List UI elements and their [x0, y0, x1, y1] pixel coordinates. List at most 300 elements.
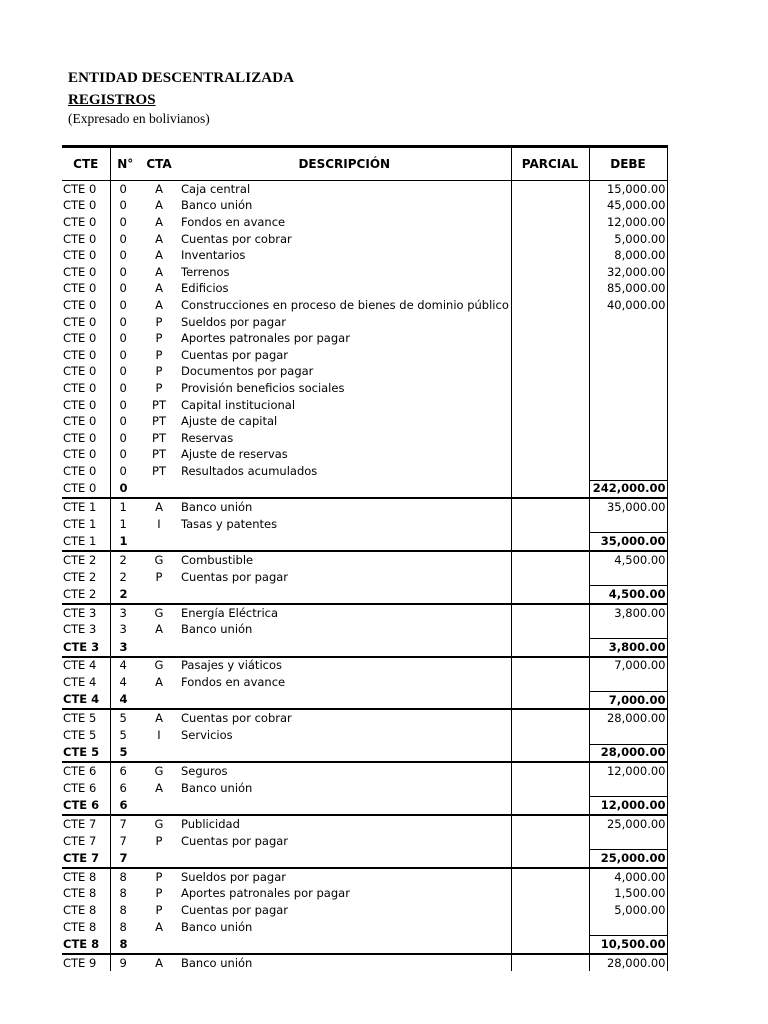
description-cell: Aportes patronales por pagar: [181, 331, 350, 346]
cte-cell: CTE 8: [62, 936, 110, 954]
partial-cell: [511, 181, 589, 198]
debit-cell: 3,800.00: [589, 604, 667, 622]
cte-cell: CTE 0: [63, 264, 97, 279]
number-cell: 3: [110, 621, 140, 638]
description-cell: Cuentas por cobrar: [181, 711, 292, 726]
description-cell: Edificios: [181, 281, 229, 296]
debit-cell: [589, 569, 667, 586]
subtotal-row: [62, 533, 667, 551]
debit-cell: [589, 833, 667, 850]
description-cell: Sueldos por pagar: [181, 869, 286, 884]
description-cell: Cuentas por pagar: [181, 902, 289, 917]
number-cell: 0: [110, 264, 140, 281]
account-type-cell: PT: [152, 464, 166, 479]
partial-cell: [511, 413, 589, 430]
debit-cell: 25,000.00: [589, 815, 667, 833]
cte-cell: CTE 0: [63, 248, 97, 263]
number-cell: 0: [110, 231, 140, 248]
description-cell: Ajuste de capital: [181, 414, 278, 429]
number-cell: 9: [110, 954, 140, 972]
description-cell: [178, 586, 511, 604]
table-row: [62, 214, 667, 231]
partial-cell: [511, 247, 589, 264]
cte-cell: CTE 3: [63, 622, 97, 637]
cte-cell: CTE 0: [62, 480, 110, 498]
description-cell: Cuentas por pagar: [181, 833, 289, 848]
cte-cell: CTE 0: [63, 464, 97, 479]
table-row: [62, 380, 667, 397]
debit-cell: [589, 463, 667, 480]
partial-cell: [511, 762, 589, 780]
description-cell: Energía Eléctrica: [181, 605, 279, 620]
account-type-cell: PT: [152, 430, 166, 445]
partial-cell: [511, 569, 589, 586]
description-cell: Banco unión: [181, 780, 253, 795]
account-type-cell: G: [154, 816, 164, 831]
debit-cell: [589, 780, 667, 797]
table-row: [62, 447, 667, 464]
debit-cell: 4,500.00: [589, 551, 667, 569]
table-row: [62, 430, 667, 447]
account-type-cell: P: [155, 314, 163, 329]
number-cell: 0: [110, 380, 140, 397]
ledger-body: [62, 181, 667, 972]
partial-cell: [511, 691, 589, 709]
table-header-row: [62, 147, 667, 181]
cte-cell: CTE 0: [63, 281, 97, 296]
partial-cell: [511, 797, 589, 815]
column-header-debit: DEBE: [589, 147, 667, 181]
table-row: [62, 231, 667, 248]
debit-cell: 5,000.00: [589, 902, 667, 919]
cte-cell: CTE 0: [63, 198, 97, 213]
number-cell: 0: [110, 430, 140, 447]
account-type-cell: [140, 586, 178, 604]
number-cell: 7: [110, 815, 140, 833]
partial-cell: [511, 674, 589, 691]
account-type-cell: A: [155, 622, 163, 637]
number-cell: 1: [110, 516, 140, 533]
number-cell: 8: [110, 868, 140, 886]
description-cell: Capital institucional: [181, 397, 296, 412]
debit-cell: 3,800.00: [589, 639, 667, 657]
description-cell: [178, 480, 511, 498]
account-type-cell: [140, 744, 178, 762]
description-cell: Banco unión: [181, 919, 253, 934]
description-cell: Cuentas por pagar: [181, 347, 289, 362]
cte-cell: CTE 6: [63, 780, 97, 795]
description-cell: Banco unión: [181, 955, 253, 970]
description-cell: Banco unión: [181, 198, 253, 213]
number-cell: 0: [110, 181, 140, 198]
description-cell: Construcciones en proceso de bienes de dominio público: [181, 297, 509, 312]
cte-cell: CTE 9: [63, 955, 97, 970]
account-type-cell: G: [154, 605, 164, 620]
number-cell: 5: [110, 727, 140, 744]
number-cell: 6: [110, 762, 140, 780]
partial-cell: [511, 902, 589, 919]
cte-cell: CTE 3: [63, 605, 97, 620]
description-cell: Provisión beneficios sociales: [181, 380, 345, 395]
partial-cell: [511, 621, 589, 638]
debit-cell: [589, 621, 667, 638]
partial-cell: [511, 297, 589, 314]
table-row: [62, 297, 667, 314]
partial-cell: [511, 639, 589, 657]
number-cell: 7: [110, 833, 140, 850]
partial-cell: [511, 397, 589, 414]
partial-cell: [511, 833, 589, 850]
description-cell: Caja central: [181, 181, 251, 196]
description-cell: [178, 744, 511, 762]
table-row: [62, 780, 667, 797]
table-row: [62, 347, 667, 364]
cte-cell: CTE 0: [63, 314, 97, 329]
cte-cell: CTE 6: [62, 797, 110, 815]
cte-cell: CTE 7: [62, 850, 110, 868]
partial-cell: [511, 430, 589, 447]
number-cell: 2: [110, 569, 140, 586]
debit-cell: 28,000.00: [589, 744, 667, 762]
number-cell: 0: [110, 247, 140, 264]
number-cell: 4: [110, 691, 140, 709]
account-type-cell: G: [154, 658, 164, 673]
table-row: [62, 413, 667, 430]
description-cell: [178, 639, 511, 657]
description-cell: Pasajes y viáticos: [181, 658, 282, 673]
number-cell: 0: [110, 198, 140, 215]
cte-cell: CTE 1: [63, 516, 97, 531]
cte-cell: CTE 4: [63, 675, 97, 690]
partial-cell: [511, 727, 589, 744]
cte-cell: CTE 0: [63, 214, 97, 229]
description-cell: Seguros: [181, 763, 228, 778]
account-type-cell: P: [155, 569, 163, 584]
table-row: [62, 727, 667, 744]
table-row: [62, 569, 667, 586]
number-cell: 0: [110, 281, 140, 298]
account-type-cell: [140, 691, 178, 709]
cte-cell: CTE 1: [62, 533, 110, 551]
debit-cell: 32,000.00: [589, 264, 667, 281]
description-cell: Combustible: [181, 552, 254, 567]
debit-cell: [589, 347, 667, 364]
debit-cell: 12,000.00: [589, 762, 667, 780]
cte-cell: CTE 8: [63, 919, 97, 934]
description-cell: Resultados acumulados: [181, 464, 318, 479]
debit-cell: [589, 397, 667, 414]
debit-cell: 28,000.00: [589, 954, 667, 972]
partial-cell: [511, 604, 589, 622]
debit-cell: 5,000.00: [589, 231, 667, 248]
partial-cell: [511, 744, 589, 762]
column-header-partial: PARCIAL: [511, 147, 589, 181]
debit-cell: 35,000.00: [589, 533, 667, 551]
cte-cell: CTE 0: [63, 430, 97, 445]
partial-cell: [511, 780, 589, 797]
debit-cell: [589, 430, 667, 447]
table-row: [62, 902, 667, 919]
account-type-cell: G: [154, 552, 164, 567]
cte-cell: CTE 2: [63, 552, 97, 567]
table-row: [62, 181, 667, 198]
account-type-cell: [140, 639, 178, 657]
table-row: [62, 463, 667, 480]
subtotal-row: [62, 586, 667, 604]
partial-cell: [511, 516, 589, 533]
account-type-cell: [140, 480, 178, 498]
number-cell: 0: [110, 413, 140, 430]
debit-cell: [589, 919, 667, 936]
account-type-cell: P: [155, 869, 163, 884]
account-type-cell: A: [155, 955, 163, 970]
column-header-cte: CTE: [62, 147, 110, 181]
cte-cell: CTE 0: [63, 331, 97, 346]
partial-cell: [511, 885, 589, 902]
debit-cell: [589, 447, 667, 464]
column-header-account: CTA: [140, 147, 178, 181]
partial-cell: [511, 347, 589, 364]
partial-cell: [511, 709, 589, 727]
debit-cell: 7,000.00: [589, 691, 667, 709]
cte-cell: CTE 1: [63, 500, 97, 515]
number-cell: 2: [110, 586, 140, 604]
number-cell: 0: [110, 347, 140, 364]
partial-cell: [511, 480, 589, 498]
account-type-cell: A: [155, 214, 163, 229]
description-cell: Servicios: [181, 728, 233, 743]
number-cell: 5: [110, 744, 140, 762]
account-type-cell: P: [155, 833, 163, 848]
partial-cell: [511, 919, 589, 936]
subtotal-row: [62, 480, 667, 498]
description-cell: Cuentas por pagar: [181, 569, 289, 584]
partial-cell: [511, 314, 589, 331]
account-type-cell: A: [155, 231, 163, 246]
account-type-cell: A: [155, 780, 163, 795]
description-cell: [178, 797, 511, 815]
description-cell: Inventarios: [181, 248, 246, 263]
number-cell: 1: [110, 533, 140, 551]
description-cell: [178, 936, 511, 954]
debit-cell: 25,000.00: [589, 850, 667, 868]
account-type-cell: A: [155, 919, 163, 934]
ledger-table: [62, 145, 668, 971]
subtotal-row: [62, 936, 667, 954]
table-row: [62, 954, 667, 972]
cte-cell: CTE 0: [63, 347, 97, 362]
table-row: [62, 314, 667, 331]
account-type-cell: I: [157, 728, 161, 743]
debit-cell: [589, 516, 667, 533]
table-row: [62, 868, 667, 886]
cte-cell: CTE 0: [63, 397, 97, 412]
table-row: [62, 330, 667, 347]
description-cell: [178, 850, 511, 868]
debit-cell: 8,000.00: [589, 247, 667, 264]
table-row: [62, 364, 667, 381]
debit-cell: 40,000.00: [589, 297, 667, 314]
description-cell: Ajuste de reservas: [181, 447, 288, 462]
cte-cell: CTE 0: [63, 380, 97, 395]
number-cell: 1: [110, 498, 140, 516]
partial-cell: [511, 330, 589, 347]
debit-cell: [589, 727, 667, 744]
description-cell: Fondos en avance: [181, 214, 286, 229]
account-type-cell: P: [155, 347, 163, 362]
account-type-cell: G: [154, 763, 164, 778]
column-header-description: DESCRIPCIÓN: [178, 147, 511, 181]
debit-cell: 12,000.00: [589, 214, 667, 231]
subtotal-row: [62, 639, 667, 657]
cte-cell: CTE 7: [63, 816, 97, 831]
account-type-cell: [140, 850, 178, 868]
number-cell: 6: [110, 780, 140, 797]
number-cell: 8: [110, 902, 140, 919]
description-cell: Banco unión: [181, 622, 253, 637]
description-cell: Reservas: [181, 430, 234, 445]
description-cell: Fondos en avance: [181, 675, 286, 690]
subtotal-row: [62, 744, 667, 762]
account-type-cell: A: [155, 711, 163, 726]
account-type-cell: A: [155, 198, 163, 213]
number-cell: 7: [110, 850, 140, 868]
cte-cell: CTE 0: [63, 181, 97, 196]
description-cell: Documentos por pagar: [181, 364, 314, 379]
account-type-cell: A: [155, 248, 163, 263]
number-cell: 0: [110, 447, 140, 464]
account-type-cell: P: [155, 380, 163, 395]
description-cell: [178, 533, 511, 551]
cte-cell: CTE 0: [63, 297, 97, 312]
debit-cell: [589, 364, 667, 381]
cte-cell: CTE 0: [63, 447, 97, 462]
number-cell: 4: [110, 657, 140, 675]
number-cell: 2: [110, 551, 140, 569]
account-type-cell: A: [155, 500, 163, 515]
debit-cell: 28,000.00: [589, 709, 667, 727]
table-row: [62, 198, 667, 215]
debit-cell: [589, 674, 667, 691]
debit-cell: 7,000.00: [589, 657, 667, 675]
cte-cell: CTE 8: [63, 886, 97, 901]
account-type-cell: I: [157, 516, 161, 531]
number-cell: 5: [110, 709, 140, 727]
debit-cell: 12,000.00: [589, 797, 667, 815]
subtotal-row: [62, 691, 667, 709]
description-cell: Aportes patronales por pagar: [181, 886, 350, 901]
partial-cell: [511, 231, 589, 248]
account-type-cell: P: [155, 364, 163, 379]
debit-cell: 4,500.00: [589, 586, 667, 604]
cte-cell: CTE 5: [63, 711, 97, 726]
debit-cell: 4,000.00: [589, 868, 667, 886]
partial-cell: [511, 380, 589, 397]
table-row: [62, 885, 667, 902]
debit-cell: [589, 380, 667, 397]
account-type-cell: [140, 797, 178, 815]
cte-cell: CTE 5: [63, 728, 97, 743]
description-cell: Cuentas por cobrar: [181, 231, 292, 246]
number-cell: 3: [110, 604, 140, 622]
number-cell: 3: [110, 639, 140, 657]
account-type-cell: P: [155, 886, 163, 901]
description-cell: [178, 691, 511, 709]
debit-cell: [589, 413, 667, 430]
debit-cell: 242,000.00: [589, 480, 667, 498]
debit-cell: 1,500.00: [589, 885, 667, 902]
number-cell: 0: [110, 364, 140, 381]
cte-cell: CTE 0: [63, 414, 97, 429]
table-row: [62, 247, 667, 264]
table-row: [62, 657, 667, 675]
table-row: [62, 397, 667, 414]
subtotal-row: [62, 850, 667, 868]
partial-cell: [511, 364, 589, 381]
account-type-cell: A: [155, 264, 163, 279]
table-row: [62, 833, 667, 850]
account-type-cell: A: [155, 675, 163, 690]
cte-cell: CTE 8: [63, 902, 97, 917]
partial-cell: [511, 657, 589, 675]
table-row: [62, 604, 667, 622]
debit-cell: 35,000.00: [589, 498, 667, 516]
partial-cell: [511, 551, 589, 569]
table-row: [62, 919, 667, 936]
table-row: [62, 281, 667, 298]
partial-cell: [511, 281, 589, 298]
cte-cell: CTE 5: [62, 744, 110, 762]
partial-cell: [511, 954, 589, 972]
account-type-cell: PT: [152, 414, 166, 429]
cte-cell: CTE 7: [63, 833, 97, 848]
account-type-cell: [140, 533, 178, 551]
debit-cell: [589, 330, 667, 347]
number-cell: 0: [110, 330, 140, 347]
number-cell: 0: [110, 297, 140, 314]
account-type-cell: [140, 936, 178, 954]
debit-cell: 15,000.00: [589, 181, 667, 198]
cte-cell: CTE 0: [63, 231, 97, 246]
table-row: [62, 621, 667, 638]
table-row: [62, 551, 667, 569]
description-cell: Terrenos: [181, 264, 230, 279]
partial-cell: [511, 498, 589, 516]
description-cell: Publicidad: [181, 816, 240, 831]
subtotal-row: [62, 797, 667, 815]
debit-cell: [589, 314, 667, 331]
partial-cell: [511, 868, 589, 886]
partial-cell: [511, 850, 589, 868]
number-cell: 0: [110, 397, 140, 414]
number-cell: 8: [110, 885, 140, 902]
partial-cell: [511, 447, 589, 464]
cte-cell: CTE 6: [63, 763, 97, 778]
partial-cell: [511, 198, 589, 215]
cte-cell: CTE 2: [62, 586, 110, 604]
number-cell: 0: [110, 463, 140, 480]
table-row: [62, 498, 667, 516]
partial-cell: [511, 815, 589, 833]
number-cell: 4: [110, 674, 140, 691]
account-type-cell: A: [155, 181, 163, 196]
debit-cell: 85,000.00: [589, 281, 667, 298]
table-row: [62, 516, 667, 533]
table-row: [62, 709, 667, 727]
account-type-cell: A: [155, 297, 163, 312]
table-row: [62, 674, 667, 691]
cte-cell: CTE 0: [63, 364, 97, 379]
